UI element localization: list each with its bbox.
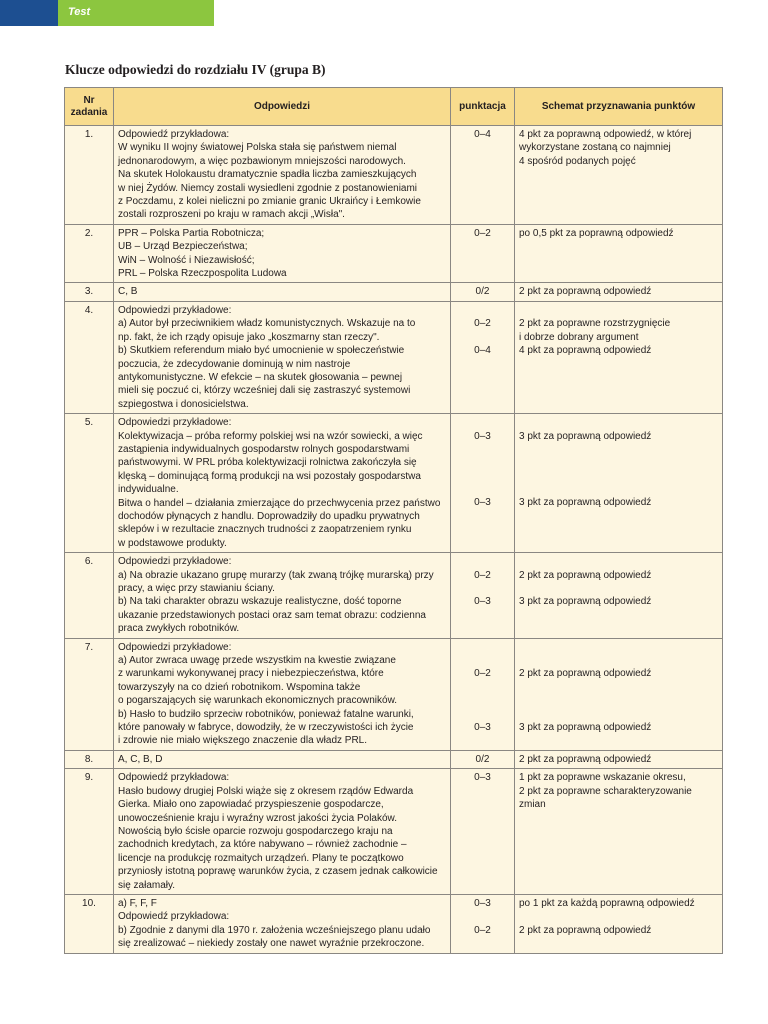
answer-line: Odpowiedzi przykładowe: xyxy=(118,641,232,653)
answer-line: b) Zgodnie z danymi dla 1970 r. założenia wcześniejszego planu udało xyxy=(118,924,431,936)
answer-line: poczucia, że zdecydowanie dominują w nim nastroje xyxy=(118,358,351,370)
scheme-cell xyxy=(515,301,723,413)
answer-line: Bitwa o handel – działania zmierzające do przechwycenia przez państwo xyxy=(118,497,441,509)
points-cell xyxy=(451,283,515,301)
task-number-cell xyxy=(65,553,114,638)
scheme-cell xyxy=(515,894,723,953)
table-row xyxy=(65,301,723,413)
scheme-cell xyxy=(515,224,723,283)
scheme-line xyxy=(519,910,718,923)
scheme-line: 2 pkt za poprawne scharakteryzowanie xyxy=(519,785,692,797)
table-row xyxy=(65,126,723,225)
task-number-cell xyxy=(65,769,114,895)
answer-line: w podstawowe produkty. xyxy=(118,537,227,549)
answer-line: się zrealizować – niekiedy zostały one nawet wyraźnie przekroczone. xyxy=(118,938,425,950)
answer-cell xyxy=(114,126,451,225)
points-value: 0–2 xyxy=(474,569,491,581)
answer-line: z warunkami wykonywanej pracy i niebezpieczeństwa, które xyxy=(118,668,384,680)
task-number-cell xyxy=(65,301,114,413)
answer-line: Odpowiedzi przykładowe: xyxy=(118,304,232,316)
answer-line: zostali rozproszeni po kraju w ramach akcji „Wisła". xyxy=(118,209,345,221)
table-row xyxy=(65,638,723,750)
scheme-line xyxy=(519,304,718,317)
answer-line: a) F, F, F xyxy=(118,897,157,909)
scheme-cell xyxy=(515,126,723,225)
col-header-nr xyxy=(65,88,114,126)
scheme-line: 3 pkt za poprawną odpowiedź xyxy=(519,721,652,733)
answer-line: o pogarszających się warunkach ekonomicznych pracowników. xyxy=(118,695,398,707)
points-cell xyxy=(451,553,515,638)
table-row xyxy=(65,553,723,638)
answer-line: państwowymi. W PRL próba kolektywizacji rolnictwa zakończyła się xyxy=(118,457,417,469)
scheme-line: 2 pkt za poprawne rozstrzygnięcie xyxy=(519,318,671,330)
points-cell xyxy=(451,638,515,750)
task-number-cell xyxy=(65,750,114,768)
answer-line: praca zwykłych robotników. xyxy=(118,623,240,635)
col-header-nr-line2: zadania xyxy=(70,106,108,118)
points-value: 0–2 xyxy=(474,318,491,330)
task-number-cell xyxy=(65,283,114,301)
answer-line: w niej Żydów. Niemcy zostali wysiedleni zgodnie z postanowieniami xyxy=(118,182,418,194)
points-cell xyxy=(451,894,515,953)
scheme-line xyxy=(519,708,718,721)
answer-line: zachodnich kredytach, za które nabywano – również zachodnie – xyxy=(118,839,407,851)
points-value: 0–2 xyxy=(474,924,491,936)
answer-line: Odpowiedź przykładowa: xyxy=(118,772,230,784)
answer-line: a) Autor zwraca uwagę przede wszystkim na kwestie związane xyxy=(118,655,396,667)
scheme-line xyxy=(519,456,718,469)
task-number-cell xyxy=(65,414,114,553)
answer-line: mieli się poczuć ci, którzy wcześniej dali się zastraszyć systemowi xyxy=(118,385,411,397)
col-header-scheme: Schemat przyznawania punktów xyxy=(515,88,723,126)
scheme-cell xyxy=(515,750,723,768)
scheme-line: 3 pkt za poprawną odpowiedź xyxy=(519,596,652,608)
scheme-line: 1 pkt za poprawne wskazanie okresu, xyxy=(519,772,686,784)
answer-line: W wyniku II wojny światowej Polska stała się państwem niemal xyxy=(118,142,397,154)
scheme-cell xyxy=(515,553,723,638)
task-number: 2. xyxy=(84,227,94,239)
answer-line: które panowały w fabryce, dowodziły, że w rzeczywistości ich życie xyxy=(118,722,414,734)
table-row xyxy=(65,769,723,895)
table-row xyxy=(65,224,723,283)
points-value xyxy=(455,331,510,344)
table-header-row xyxy=(65,88,723,126)
answer-cell xyxy=(114,283,451,301)
points-value xyxy=(455,456,510,469)
table-row xyxy=(65,414,723,553)
scheme-cell xyxy=(515,769,723,895)
scheme-line xyxy=(519,443,718,456)
points-value xyxy=(455,681,510,694)
answer-line: dochodów płynących z handlu. Doprowadziły do upadku prywatnych xyxy=(118,510,420,522)
answer-line: Odpowiedź przykładowa: xyxy=(118,129,230,140)
answer-line: Odpowiedź przykładowa: xyxy=(118,911,230,923)
table-row xyxy=(65,283,723,301)
answer-line: klęską – dominującą formą produkcji na wsi pozostały gospodarstwa xyxy=(118,470,421,482)
answer-line: PPR – Polska Partia Robotnicza; xyxy=(118,227,265,239)
task-number-cell xyxy=(65,894,114,953)
col-header-points: punktacja xyxy=(451,88,515,126)
col-header-answers: Odpowiedzi xyxy=(114,88,451,126)
points-value xyxy=(455,708,510,721)
scheme-line: 4 pkt za poprawną odpowiedź xyxy=(519,345,652,357)
points-value: 0–3 xyxy=(474,772,491,784)
scheme-line xyxy=(519,483,718,496)
scheme-line: 2 pkt za poprawną odpowiedź xyxy=(519,753,652,765)
scheme-cell xyxy=(515,414,723,553)
points-cell xyxy=(451,224,515,283)
answer-line: b) Hasło to budziło sprzeciw robotników, ponieważ fatalne warunki, xyxy=(118,708,414,720)
answer-line: zastąpienia indywidualnych gospodarstw rolnych gospodarstwami xyxy=(118,443,410,455)
task-number-cell xyxy=(65,126,114,225)
points-value xyxy=(455,555,510,568)
task-number: 4. xyxy=(84,304,94,316)
points-value: 0–3 xyxy=(474,430,491,442)
answer-line: a) Autor był przeciwnikiem władz komunistycznych. Wskazuje na to xyxy=(118,318,416,330)
points-value xyxy=(455,443,510,456)
task-number: 3. xyxy=(84,286,94,298)
answer-line: Gierka. Miało ono zapowiadać przyspieszenie gospodarcze, xyxy=(118,799,384,811)
answer-line: Na skutek Holokaustu dramatycznie spadła liczba zamieszkujących xyxy=(118,169,417,181)
answer-line: WiN – Wolność i Niezawisłość; xyxy=(118,254,255,266)
scheme-line: zmian xyxy=(519,799,546,811)
scheme-line xyxy=(519,416,718,429)
answer-line: UB – Urząd Bezpieczeństwa; xyxy=(118,241,248,253)
answer-line: Nowością było ścisłe oparcie rozwoju gospodarczego kraju na xyxy=(118,825,393,837)
points-cell xyxy=(451,750,515,768)
points-value: 0–3 xyxy=(474,721,491,733)
answer-cell xyxy=(114,894,451,953)
points-value xyxy=(455,470,510,483)
points-value: 0–2 xyxy=(474,227,491,239)
answer-line: Kolektywizacja – próba reformy polskiej wsi na wzór sowiecki, a więc xyxy=(118,430,423,442)
table-body xyxy=(65,126,723,954)
answer-line: antykomunistyczne. W efekcie – na skutek głosowania – pewnej xyxy=(118,371,403,383)
points-cell xyxy=(451,414,515,553)
answer-line: PRL – Polska Rzeczpospolita Ludowa xyxy=(118,268,287,280)
answer-line: Odpowiedzi przykładowe: xyxy=(118,417,232,429)
answer-line: licencje na produkcję rozmaitych urządzeń. Plany te początkowo xyxy=(118,852,404,864)
scheme-cell xyxy=(515,638,723,750)
scheme-line: 2 pkt za poprawną odpowiedź xyxy=(519,924,652,936)
scheme-line xyxy=(519,470,718,483)
points-value: 0–3 xyxy=(474,596,491,608)
points-value: 0–2 xyxy=(474,668,491,680)
points-value: 0/2 xyxy=(475,753,490,765)
answer-line: unowocześnienie kraju i wyraźny wzrost jakości życia Polaków. xyxy=(118,812,398,824)
answer-line: A, C, B, D xyxy=(118,753,163,765)
answer-line: pracy, a więc przy stawianiu ściany. xyxy=(118,583,275,594)
scheme-line: 2 pkt za poprawną odpowiedź xyxy=(519,668,652,680)
scheme-cell xyxy=(515,283,723,301)
answer-line: Odpowiedzi przykładowe: xyxy=(118,556,232,568)
task-number-cell xyxy=(65,638,114,750)
scheme-line: 4 pkt za poprawną odpowiedź, w której xyxy=(519,129,692,140)
points-cell xyxy=(451,769,515,895)
answer-line: towarzyszyły na co dzień robotnikom. Wspomina także xyxy=(118,681,361,693)
scheme-line xyxy=(519,641,718,654)
answer-line: przyniosły istotną poprawę warunków życia, z czasem jednak całkowicie xyxy=(118,866,438,878)
answer-cell xyxy=(114,553,451,638)
answer-line: i zdrowie nie miało większego znaczenie dla władz PRL. xyxy=(118,735,368,747)
scheme-line: 3 pkt za poprawną odpowiedź xyxy=(519,497,652,509)
answer-line: indywidualne. xyxy=(118,484,179,496)
task-number: 7. xyxy=(84,641,94,653)
points-value xyxy=(455,483,510,496)
scheme-line: 2 pkt za poprawną odpowiedź xyxy=(519,569,652,581)
task-number: 6. xyxy=(84,556,94,568)
points-value xyxy=(455,654,510,667)
answer-key-table xyxy=(64,87,723,954)
points-cell xyxy=(451,301,515,413)
scheme-line xyxy=(519,694,718,707)
points-value: 0–3 xyxy=(474,497,491,509)
scheme-line: 4 spośród podanych pojęć xyxy=(519,155,636,167)
table-row xyxy=(65,750,723,768)
answer-line: b) Na taki charakter obrazu wskazuje realistyczne, dość toporne xyxy=(118,596,402,608)
points-value: 0/2 xyxy=(475,286,490,298)
banner-stripe xyxy=(0,0,58,26)
points-value xyxy=(455,694,510,707)
table-row xyxy=(65,894,723,953)
scheme-line xyxy=(519,582,718,595)
page-title: Klucze odpowiedzi do rozdziału IV (grupa B) xyxy=(65,62,326,77)
points-value: 0–3 xyxy=(474,897,491,909)
scheme-line xyxy=(519,681,718,694)
answer-line: się załamały. xyxy=(118,879,176,891)
points-value xyxy=(455,582,510,595)
task-number: 1. xyxy=(84,129,94,140)
col-header-nr-line1: Nr xyxy=(83,94,95,106)
answer-cell xyxy=(114,224,451,283)
section-banner xyxy=(0,0,214,26)
answer-line: Hasło budowy drugiej Polski wiąże się z okresem rządów Edwarda xyxy=(118,785,414,797)
answer-cell xyxy=(114,638,451,750)
answer-cell xyxy=(114,750,451,768)
scheme-line: 3 pkt za poprawną odpowiedź xyxy=(519,430,652,442)
task-number: 8. xyxy=(84,753,94,765)
task-number-cell xyxy=(65,224,114,283)
scheme-line xyxy=(519,555,718,568)
answer-line: C, B xyxy=(118,286,138,298)
answer-cell xyxy=(114,414,451,553)
points-value xyxy=(455,910,510,923)
answer-cell xyxy=(114,301,451,413)
scheme-line xyxy=(519,654,718,667)
answer-line: a) Na obrazie ukazano grupę murarzy (tak zwaną trójkę murarską) przy xyxy=(118,569,434,581)
answer-cell xyxy=(114,769,451,895)
answer-line: ukazanie przedstawionych postaci oraz sam temat obrazu: codzienna xyxy=(118,609,426,621)
points-value xyxy=(455,416,510,429)
points-value xyxy=(455,641,510,654)
scheme-line: i dobrze dobrany argument xyxy=(519,331,639,343)
section-label: Test xyxy=(68,6,91,18)
task-number: 5. xyxy=(84,417,94,429)
answer-line: sklepów i w rezultacie znacznych trudności z zaopatrzeniem rynku xyxy=(118,524,412,536)
answer-line: np. fakt, że ich rządy opisuje jako „koszmarny stan rzeczy". xyxy=(118,331,380,343)
points-cell xyxy=(451,126,515,225)
answer-line: szpiegostwa i donosicielstwa. xyxy=(118,398,249,410)
scheme-line: wykorzystane zostaną co najmniej xyxy=(519,142,671,154)
task-number: 10. xyxy=(82,897,96,909)
answer-line: jednonarodowym, a więc pozbawionym mniejszości narodowych. xyxy=(118,155,406,167)
answer-line: b) Skutkiem referendum miało być umocnienie w społeczeństwie xyxy=(118,345,405,357)
answer-line: z Poczdamu, z kolei nieliczni po zmianie granic Ukraińcy i Łemkowie xyxy=(118,196,421,208)
points-value: 0–4 xyxy=(474,345,491,357)
points-value xyxy=(455,304,510,317)
scheme-line: po 1 pkt za każdą poprawną odpowiedź xyxy=(519,897,695,909)
scheme-line: 2 pkt za poprawną odpowiedź xyxy=(519,286,652,298)
scheme-line: po 0,5 pkt za poprawną odpowiedź xyxy=(519,227,674,239)
points-value: 0–4 xyxy=(474,129,491,140)
task-number: 9. xyxy=(84,772,94,784)
